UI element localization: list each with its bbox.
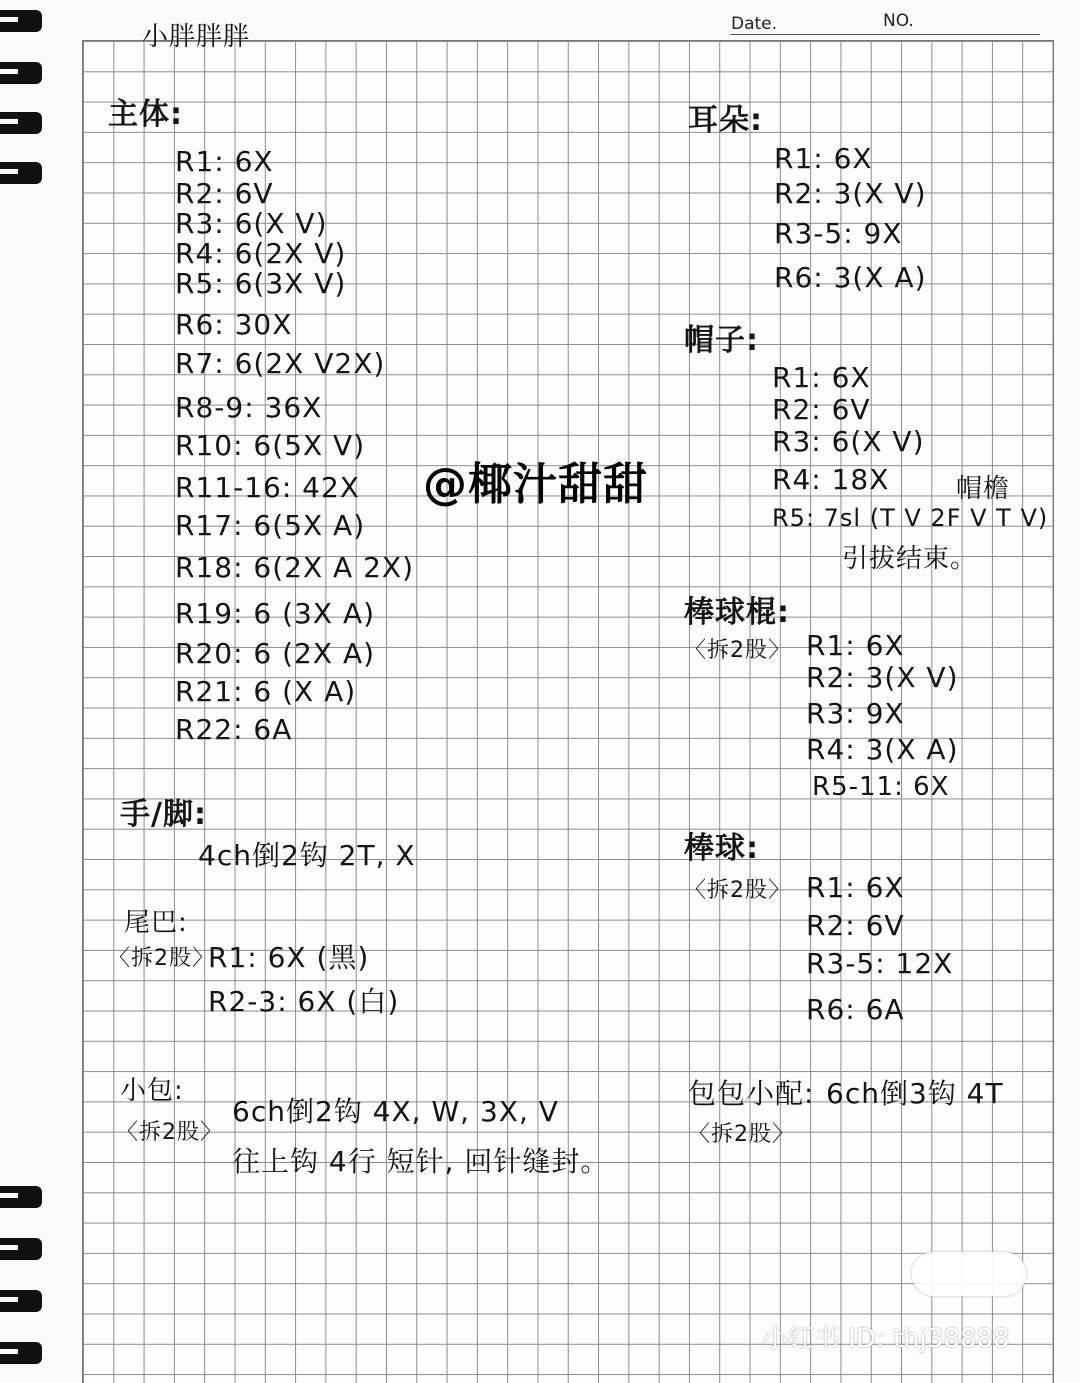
body-row: R5: 6(3X V) <box>175 267 347 300</box>
ears-row: R3-5: 9X <box>774 217 903 250</box>
bag-strap-title: 包包小配: <box>688 1077 815 1110</box>
body-row: R18: 6(2X A 2X) <box>175 551 415 584</box>
ring-4 <box>0 162 42 184</box>
bat-title: 棒球棍: <box>684 595 790 630</box>
bag-strap-sub: 〈拆2股〉 <box>688 1122 795 1147</box>
page-title: 小胖胖胖 <box>142 22 251 52</box>
body-row: R21: 6 (X A) <box>175 675 357 708</box>
bat-row: R5-11: 6X <box>812 772 950 802</box>
ears-row: R1: 6X <box>774 142 873 175</box>
body-row: R19: 6 (3X A) <box>175 597 376 630</box>
body-row: R2: 6V <box>175 177 274 210</box>
bat-row: R2: 3(X V) <box>806 661 959 694</box>
ring-8 <box>0 1342 42 1364</box>
body-row: R10: 6(5X V) <box>175 429 366 462</box>
watermark-center: @椰汁甜甜 <box>423 459 648 510</box>
bag-line: 6ch倒2钩 4X, W, 3X, V <box>232 1095 559 1128</box>
bat-row: R4: 3(X A) <box>806 733 959 766</box>
ball-title: 棒球: <box>684 831 759 866</box>
body-row: R22: 6A <box>175 713 293 746</box>
bag-line: 往上钩 4行 短针, 回针缝封。 <box>232 1145 610 1178</box>
tail-title: 尾巴: <box>124 908 188 938</box>
ball-row: R6: 6A <box>806 993 905 1026</box>
hat-row: R1: 6X <box>772 361 871 394</box>
tail-row: R2-3: 6X (白) <box>208 985 400 1018</box>
no-label: NO. <box>883 11 914 31</box>
ball-row: R1: 6X <box>806 871 905 904</box>
hat-brim-label: 帽檐 <box>956 474 1011 504</box>
hat-row: R4: 18X <box>772 463 890 496</box>
body-row: R11-16: 42X <box>175 471 360 504</box>
body-row: R6: 30X <box>175 308 293 341</box>
ball-sub: 〈拆2股〉 <box>684 878 791 903</box>
ears-title: 耳朵: <box>688 103 763 138</box>
bat-row: R1: 6X <box>806 629 905 662</box>
hat-row: R2: 6V <box>772 393 871 426</box>
tail-row: R1: 6X (黑) <box>208 941 370 974</box>
tail-sub: 〈拆2股〉 <box>108 946 215 971</box>
platform-logo <box>912 1252 1026 1296</box>
watermark-bottom: 小红书 ID: thj38888 <box>762 1324 1010 1354</box>
header-rule <box>730 34 1040 35</box>
ball-row: R3-5: 12X <box>806 947 954 980</box>
ring-6 <box>0 1238 42 1260</box>
bat-sub: 〈拆2股〉 <box>684 638 791 663</box>
ball-row: R2: 6V <box>806 909 905 942</box>
ears-row: R2: 3(X V) <box>774 177 927 210</box>
ring-2 <box>0 62 42 84</box>
body-row: R8-9: 36X <box>175 391 323 424</box>
hat-finish: 引拔结束。 <box>842 544 978 574</box>
hat-row: R3: 6(X V) <box>772 425 925 458</box>
hat-row: R5: 7sl (T V 2F V T V) <box>772 504 1049 532</box>
body-row: R17: 6(5X A) <box>175 509 366 542</box>
hat-title: 帽子: <box>684 323 759 358</box>
body-row: R7: 6(2X V2X) <box>175 347 386 380</box>
body-row: R1: 6X <box>175 145 274 178</box>
body-row: R3: 6(X V) <box>175 207 328 240</box>
body-row: R4: 6(2X V) <box>175 237 347 270</box>
ring-1 <box>0 10 42 32</box>
date-label: Date. <box>731 14 778 34</box>
ears-row: R6: 3(X A) <box>774 261 927 294</box>
ring-7 <box>0 1290 42 1312</box>
bag-strap-text: 6ch倒3钩 4T <box>826 1077 1004 1110</box>
body-title: 主体: <box>108 97 183 132</box>
ring-3 <box>0 112 42 134</box>
bat-row: R3: 9X <box>806 697 905 730</box>
limbs-title: 手/脚: <box>120 797 207 832</box>
body-row: R20: 6 (2X A) <box>175 637 376 670</box>
limbs-text: 4ch倒2钩 2T, X <box>198 839 416 872</box>
bag-title: 小包: <box>120 1076 184 1106</box>
ring-5 <box>0 1186 42 1208</box>
bag-sub: 〈拆2股〉 <box>116 1120 223 1145</box>
